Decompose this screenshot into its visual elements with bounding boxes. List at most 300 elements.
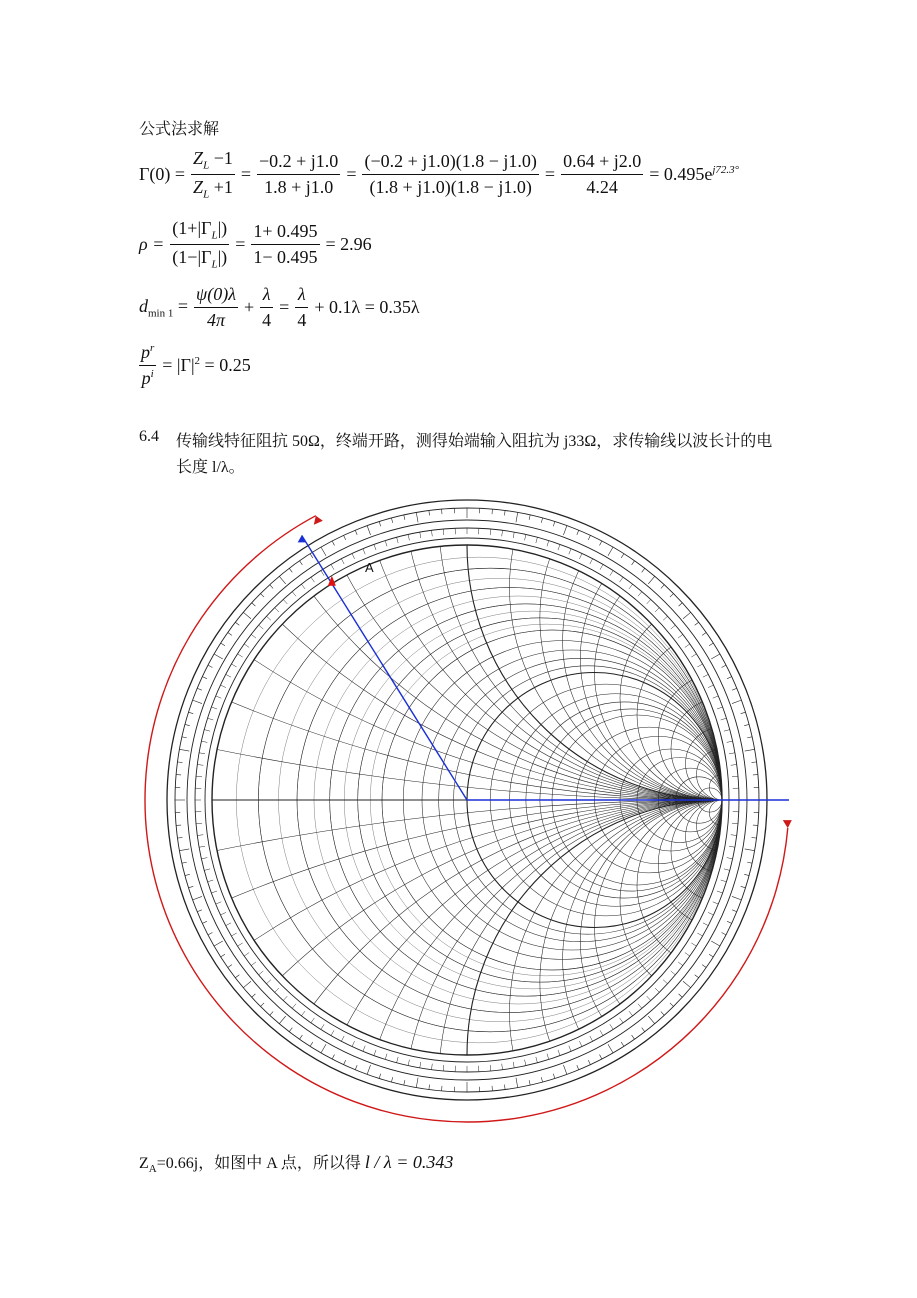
scale-tick	[727, 741, 733, 742]
scale-tick	[244, 644, 249, 647]
scale-tick	[577, 530, 579, 535]
equation-reflection-coefficient: Γ(0) = $\frac{Z_L -1}{Z_L +1}$ = $\frac{-0.2 + j1.0}{1.8 + j1.0}$ = $\frac{(-0.2 + j1.0)(1.8 - j1.0)}{(1.8 + j1.0)(1.8 - j1.0)}$ = $\frac{0.64 + j2.0}{4.24}$ = $0.495e^{j72.3^\circ}$	[139, 148, 740, 201]
scale-tick	[331, 1030, 334, 1035]
scale-tick	[683, 612, 691, 618]
scale-tick	[391, 1077, 392, 1082]
scale-tick	[683, 981, 691, 987]
eq2-f1-den: (1−|Γ	[172, 246, 212, 267]
scale-tick	[663, 980, 667, 984]
scale-tick	[590, 1036, 593, 1041]
smith-chart	[110, 480, 810, 1140]
scale-tick	[311, 577, 314, 582]
scale-tick	[513, 532, 514, 538]
scale-tick	[221, 954, 225, 957]
scale-tick	[429, 1085, 430, 1090]
scale-tick	[661, 585, 664, 589]
answer-prefix-sub: A	[148, 1163, 157, 1176]
eq2-fraction-1	[170, 218, 229, 270]
scale-tick	[367, 526, 370, 535]
eq4-result-sup: 2	[194, 355, 201, 367]
scale-tick	[697, 664, 702, 667]
scale-tick	[703, 674, 708, 677]
scale-tick	[289, 1028, 292, 1032]
reactance-arc	[467, 480, 810, 800]
scale-tick	[220, 685, 225, 688]
eq3-f2-num: λ	[260, 284, 273, 308]
scale-tick	[179, 749, 189, 751]
answer-prefix: Z	[139, 1155, 149, 1172]
scale-tick	[620, 577, 623, 582]
scale-tick	[588, 535, 590, 540]
scale-tick	[197, 688, 202, 690]
scale-tick	[211, 891, 217, 893]
scale-tick	[331, 564, 334, 569]
scale-tick	[379, 1074, 381, 1079]
scale-tick	[202, 921, 207, 923]
eq2-f2-den: 1− 0.495	[253, 246, 318, 267]
scale-tick	[355, 1065, 357, 1070]
eq2-f1-num-tail: |)	[217, 218, 228, 238]
scale-tick	[196, 823, 202, 824]
scale-tick	[647, 996, 651, 1000]
scale-tick	[490, 1065, 491, 1071]
scale-tick	[502, 1064, 503, 1070]
scale-tick	[397, 537, 399, 543]
scale-tick	[374, 544, 376, 550]
eq1-f4-num: 0.64 + j2.0	[561, 151, 643, 175]
scale-tick	[717, 891, 723, 893]
scale-tick	[385, 541, 387, 547]
scale-tick	[208, 665, 212, 667]
scale-tick	[569, 1046, 571, 1052]
scale-tick	[678, 634, 683, 638]
scale-tick	[703, 923, 708, 926]
scale-tick	[266, 616, 270, 620]
scale-tick	[516, 1078, 518, 1088]
eq1-fraction-3	[362, 151, 538, 198]
reactance-arc	[403, 800, 810, 1140]
scale-tick	[231, 933, 236, 936]
eq4-fraction	[139, 342, 156, 389]
answer-line	[139, 1150, 453, 1175]
scale-tick	[717, 707, 723, 709]
scale-tick	[292, 592, 296, 597]
eq2-f1-num-sub: L	[211, 229, 218, 242]
scale-tick	[261, 594, 265, 598]
scale-tick	[201, 858, 207, 859]
eq1-result-sup: j72.3°	[712, 163, 740, 176]
scale-tick	[182, 737, 187, 738]
scale-tick	[275, 988, 279, 992]
scale-tick	[275, 608, 279, 612]
scale-tick	[341, 1036, 344, 1041]
scale-tick	[642, 1028, 645, 1032]
eq2-f2-num: 1+ 0.495	[251, 221, 319, 245]
scale-tick	[193, 896, 202, 899]
scale-tick	[374, 1050, 376, 1056]
eq2-result: = 2.96	[325, 233, 372, 254]
scale-tick	[321, 1024, 324, 1029]
scale-tick	[252, 603, 256, 606]
reactance-arc	[637, 800, 807, 970]
scale-tick	[204, 730, 210, 732]
scale-tick	[691, 654, 696, 657]
scale-tick	[558, 544, 560, 550]
scale-tick	[179, 849, 189, 851]
scale-tick	[211, 707, 217, 709]
scale-tick	[352, 1041, 355, 1046]
scale-tick	[244, 953, 249, 956]
scale-tick	[226, 674, 231, 677]
scale-tick	[416, 512, 418, 522]
eq3-fraction-3	[295, 284, 308, 331]
scale-tick	[300, 1035, 303, 1039]
scale-tick	[182, 862, 187, 863]
eq3-fraction-2	[260, 284, 273, 331]
scale-tick	[443, 1065, 444, 1071]
scale-tick	[638, 1004, 642, 1009]
scale-tick	[541, 518, 542, 523]
scale-tick	[547, 1054, 549, 1060]
point-a-label: A	[365, 560, 374, 575]
eq1-f1-num-sub: L	[203, 159, 210, 172]
answer-body: =0.66j，如图中 A 点，所以得	[156, 1155, 365, 1172]
scale-tick	[752, 762, 757, 763]
scale-tick	[695, 975, 699, 978]
scale-tick	[569, 549, 571, 555]
scale-tick	[629, 1011, 633, 1016]
scale-tick	[642, 568, 645, 572]
scale-tick	[702, 633, 706, 636]
scale-tick	[321, 547, 326, 556]
scale-tick	[732, 688, 737, 690]
scale-tick	[563, 526, 566, 535]
scale-tick	[199, 846, 205, 847]
scale-tick	[228, 633, 232, 636]
scale-tick	[270, 1012, 273, 1016]
scale-tick	[744, 724, 749, 725]
scale-tick	[344, 1060, 346, 1065]
scale-tick	[632, 1035, 635, 1039]
answer-formula: l / λ = 0.343	[364, 1152, 454, 1172]
scale-tick	[722, 665, 726, 667]
scale-tick	[490, 529, 491, 535]
scale-tick	[185, 724, 190, 725]
scale-tick	[214, 941, 223, 946]
scale-tick	[216, 902, 222, 904]
scale-tick	[199, 753, 205, 754]
eq1-fraction-1	[191, 148, 235, 200]
scale-tick	[713, 902, 719, 904]
eq2-f1-num: (1+|Γ	[172, 218, 212, 238]
reactance-arc	[563, 481, 810, 800]
scale-tick	[251, 962, 256, 966]
eq3-result: + 0.1λ = 0.35λ	[314, 297, 420, 317]
equation-vswr: ρ = $\frac{(1+|\Gamma_L|)}{(1-|\Gamma_L|)}$ = $\frac{1+ 0.495}{1- 0.495}$ = 2.96	[139, 218, 372, 271]
scale-tick	[600, 1055, 602, 1059]
scale-tick	[525, 534, 526, 540]
scale-tick	[279, 1016, 285, 1024]
scale-tick	[621, 1042, 624, 1046]
scale-tick	[655, 988, 659, 992]
scale-tick	[711, 941, 720, 946]
scale-tick	[252, 994, 256, 997]
scale-tick	[620, 1018, 623, 1023]
reactance-arc	[580, 800, 810, 1083]
scale-tick	[292, 1004, 296, 1009]
scale-tick	[741, 712, 746, 714]
scale-tick	[431, 1064, 432, 1070]
scale-tick	[553, 1074, 555, 1079]
scale-tick	[420, 1062, 421, 1068]
scale-tick	[301, 1011, 305, 1016]
eq3-fraction-1	[194, 284, 238, 331]
rotation-arc	[145, 516, 788, 1122]
scale-tick	[600, 1030, 603, 1035]
scale-tick	[731, 764, 737, 765]
scale-tick	[197, 835, 203, 836]
scale-tick	[259, 625, 264, 629]
eq1-fraction-2	[257, 151, 340, 198]
scale-tick	[541, 1077, 542, 1082]
scale-tick	[588, 1060, 590, 1065]
scale-tick	[363, 1046, 365, 1052]
scale-tick	[283, 996, 287, 1000]
scale-tick	[201, 741, 207, 742]
scale-tick	[702, 965, 706, 968]
scale-tick	[204, 869, 210, 871]
scale-tick	[670, 1003, 674, 1007]
scale-tick	[695, 622, 699, 625]
scale-tick	[238, 654, 243, 657]
scale-tick	[671, 971, 676, 975]
eq3-f3-den: 4	[297, 310, 307, 330]
scale-tick	[189, 886, 194, 888]
scale-tick	[344, 535, 346, 540]
scale-tick	[708, 912, 713, 915]
scale-tick	[747, 862, 752, 863]
scale-tick	[208, 933, 212, 935]
scale-tick	[431, 530, 432, 536]
radial-line-point-a	[302, 535, 467, 800]
scale-tick	[697, 933, 702, 936]
scale-tick	[744, 874, 749, 875]
scale-tick	[731, 835, 737, 836]
scale-tick	[311, 1018, 314, 1023]
scale-tick	[235, 622, 239, 625]
scale-tick	[202, 677, 207, 679]
scale-tick	[525, 1060, 526, 1066]
scale-tick	[504, 1085, 505, 1090]
eq3-lhs: d	[139, 295, 148, 316]
rotation-arc-arrow-tail	[783, 820, 792, 828]
scale-tick	[516, 512, 518, 522]
scale-tick	[208, 880, 214, 882]
scale-tick	[197, 910, 202, 912]
scale-tick	[513, 1062, 514, 1068]
scale-tick	[189, 712, 194, 714]
reactance-arc	[563, 800, 810, 1119]
scale-tick	[729, 846, 735, 847]
scale-tick	[504, 510, 505, 515]
equation-power-ratio	[139, 342, 257, 389]
scale-tick	[747, 737, 752, 738]
eq1-f3-num: (−0.2 + j1.0)(1.8 − j1.0)	[362, 151, 538, 175]
scale-tick	[289, 568, 292, 572]
scale-tick	[632, 561, 635, 565]
scale-tick	[321, 1044, 326, 1053]
scale-tick	[724, 869, 730, 871]
scale-tick	[648, 576, 654, 584]
eq1-f1-den-tail: +1	[209, 176, 233, 197]
reactance-arc	[510, 480, 811, 800]
scale-tick	[261, 1003, 265, 1007]
eq1-f1-den-sub: L	[203, 188, 210, 201]
problem-text-line1: 传输线特征阻抗 50Ω，终端开路，测得始端输入阻抗为 j33Ω，求传输线以波长计的电	[176, 433, 773, 450]
scale-tick	[655, 608, 659, 612]
scale-tick	[251, 634, 256, 638]
eq4-result: = |Γ|	[162, 355, 195, 375]
eq2-f1-den-tail: |)	[217, 246, 228, 267]
scale-tick	[226, 923, 231, 926]
eq1-fraction-4	[561, 151, 643, 198]
scale-tick	[629, 584, 633, 589]
scale-tick	[300, 561, 303, 565]
eq1-f1-num-tail: −1	[209, 148, 233, 168]
scale-tick	[600, 541, 602, 545]
smith-inner-grid	[110, 480, 810, 1140]
eq4-den: p	[141, 368, 151, 388]
scale-tick	[408, 534, 409, 540]
scale-tick	[216, 696, 222, 698]
eq4-num-sup: r	[150, 342, 155, 354]
scale-tick	[332, 541, 334, 545]
scale-tick	[752, 837, 757, 838]
scale-tick	[553, 522, 555, 527]
scale-tick	[355, 530, 357, 535]
scale-tick	[579, 553, 582, 558]
scale-tick	[679, 603, 683, 606]
scale-tick	[558, 1050, 560, 1056]
scale-tick	[367, 1065, 370, 1074]
scale-tick	[685, 953, 690, 956]
scale-tick	[745, 749, 755, 751]
eq2-lhs: ρ =	[139, 233, 165, 254]
scale-tick	[310, 1042, 313, 1046]
reactance-arc	[467, 800, 810, 1140]
scale-tick	[228, 965, 232, 968]
scale-tick	[608, 547, 613, 556]
problem-text-line2: 长度 l/λ。	[176, 459, 245, 476]
reactance-arc	[595, 545, 811, 800]
scale-tick	[429, 510, 430, 515]
scale-tick	[177, 762, 182, 763]
scale-tick	[536, 1057, 538, 1063]
reactance-arc	[595, 800, 811, 1055]
scale-tick	[208, 718, 214, 720]
scale-tick	[385, 1054, 387, 1060]
scale-tick	[713, 696, 719, 698]
scale-tick	[243, 612, 251, 618]
scale-tick	[270, 585, 273, 589]
eq1-f2-den: 1.8 + j1.0	[264, 176, 334, 197]
scale-tick	[711, 654, 720, 659]
scale-tick	[647, 599, 651, 603]
scale-tick	[502, 530, 503, 536]
scale-tick	[301, 584, 305, 589]
scale-tick	[721, 880, 727, 882]
scale-tick	[266, 980, 270, 984]
scale-tick	[193, 700, 202, 703]
scale-tick	[732, 896, 741, 899]
scale-tick	[732, 776, 738, 777]
scale-tick	[363, 549, 365, 555]
scale-tick	[214, 654, 223, 659]
scale-tick	[741, 886, 746, 888]
scale-tick	[220, 912, 225, 915]
scale-tick	[547, 541, 549, 547]
reactance-arc	[358, 480, 810, 800]
scale-tick	[529, 1080, 530, 1085]
scale-tick	[185, 874, 190, 875]
scale-tick	[420, 532, 421, 538]
eq1-f3-den: (1.8 + j1.0)(1.8 − j1.0)	[369, 176, 532, 197]
scale-tick	[732, 823, 738, 824]
scale-tick	[729, 753, 735, 754]
scale-tick	[732, 700, 741, 703]
scale-tick	[663, 616, 667, 620]
scale-tick	[709, 643, 713, 646]
section-heading: 公式法求解	[139, 121, 220, 138]
scale-tick	[391, 518, 392, 523]
scale-tick	[243, 981, 251, 987]
scale-tick	[408, 1060, 409, 1066]
scale-tick	[638, 592, 642, 597]
scale-tick	[679, 994, 683, 997]
scale-tick	[600, 564, 603, 569]
eq4-result-tail: = 0.25	[200, 355, 251, 375]
rotation-arc-arrow-head	[314, 516, 323, 525]
scale-tick	[610, 571, 613, 576]
problem-number: 6.4	[139, 428, 159, 445]
scale-tick	[579, 1041, 582, 1046]
scale-tick	[590, 559, 593, 564]
scale-tick	[235, 975, 239, 978]
scale-tick	[196, 776, 202, 777]
scale-tick	[221, 643, 225, 646]
eq1-f4-den: 4.24	[586, 176, 618, 197]
scale-tick	[379, 522, 381, 527]
eq1-f2-num: −0.2 + j1.0	[257, 151, 340, 175]
scale-tick	[231, 664, 236, 667]
eq1-result: = 0.495e	[649, 163, 713, 184]
scale-tick	[724, 730, 730, 732]
scale-tick	[685, 644, 690, 647]
scale-tick	[577, 1065, 579, 1070]
scale-tick	[283, 599, 287, 603]
scale-tick	[259, 971, 264, 975]
scale-tick	[745, 849, 755, 851]
scale-tick	[691, 943, 696, 946]
scale-tick	[722, 933, 726, 935]
reactance-arc	[580, 517, 810, 800]
scale-tick	[443, 529, 444, 535]
scale-tick	[177, 837, 182, 838]
scale-tick	[610, 1024, 613, 1029]
scale-tick	[727, 858, 733, 859]
eq1-lhs: Γ(0) =	[139, 163, 186, 184]
scale-tick	[732, 910, 737, 912]
